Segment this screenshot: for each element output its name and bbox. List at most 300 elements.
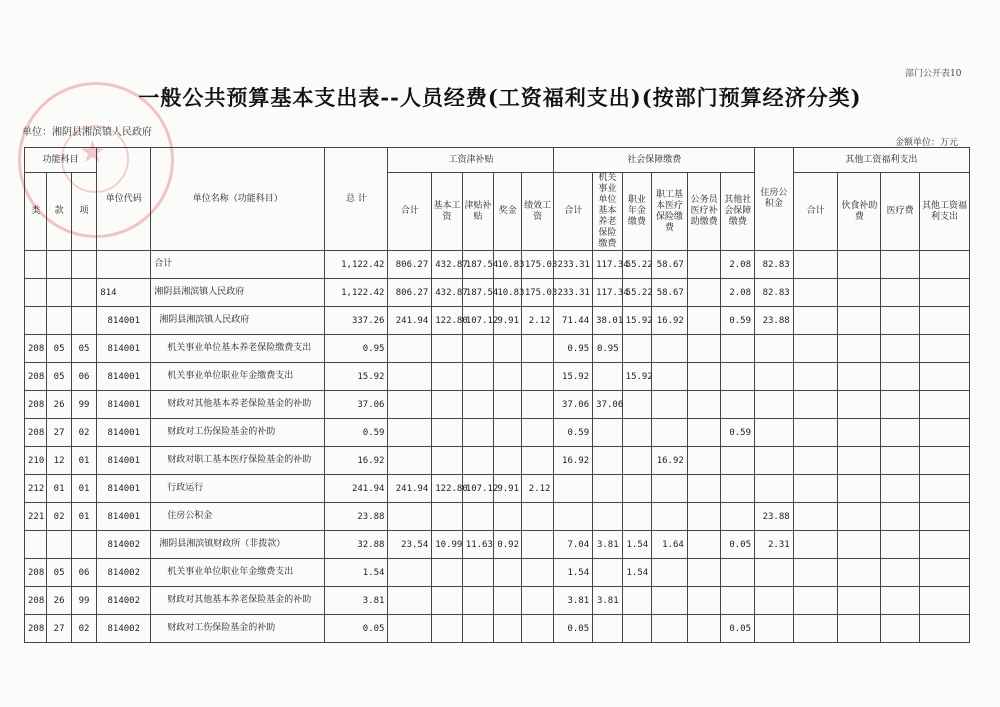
cell-housing (755, 363, 794, 391)
cell-performance (521, 587, 554, 615)
cell-housing: 82.83 (755, 279, 794, 307)
cell-lei: 208 (25, 335, 47, 363)
cell-other-subtotal (793, 419, 838, 447)
cell-wage-subtotal: 806.27 (388, 251, 432, 279)
cell-wage-subtotal (388, 503, 432, 531)
cell-bonus (494, 587, 521, 615)
cell-other-subtotal (793, 251, 838, 279)
cell-medical (652, 587, 688, 615)
cell-xiang (71, 251, 96, 279)
cell-wage-subtotal: 806.27 (388, 279, 432, 307)
cell-basic-wage (432, 615, 463, 643)
header-other-social: 其他社会保障缴费 (721, 173, 755, 251)
cell-annuity: 15.92 (622, 363, 652, 391)
cell-bonus (494, 419, 521, 447)
cell-medical-fee (881, 419, 920, 447)
cell-other-social: 0.05 (721, 615, 755, 643)
cell-allowance: 107.12 (462, 307, 494, 335)
cell-lei: 221 (25, 503, 47, 531)
cell-name: 湘阴县湘滨镇人民政府 (151, 307, 325, 335)
cell-other-subtotal (793, 475, 838, 503)
cell-total: 0.95 (325, 335, 388, 363)
cell-code: 814001 (97, 447, 151, 475)
cell-basic-wage (432, 419, 463, 447)
cell-lei: 208 (25, 419, 47, 447)
header-basic-wage: 基本工资 (432, 173, 463, 251)
cell-kuan: 26 (47, 391, 71, 419)
cell-wage-subtotal: 23.54 (388, 531, 432, 559)
cell-civil-medical (687, 587, 721, 615)
cell-xiang: 06 (71, 559, 96, 587)
cell-other-welfare (919, 475, 969, 503)
cell-code: 814001 (97, 307, 151, 335)
cell-xiang: 06 (71, 363, 96, 391)
cell-medical: 58.67 (652, 251, 688, 279)
cell-total: 1,122.42 (325, 279, 388, 307)
cell-meal (838, 615, 881, 643)
cell-basic-wage (432, 335, 463, 363)
cell-civil-medical (687, 475, 721, 503)
cell-kuan: 26 (47, 587, 71, 615)
cell-social-subtotal: 3.81 (554, 587, 593, 615)
cell-social-subtotal: 37.06 (554, 391, 593, 419)
cell-lei: 208 (25, 559, 47, 587)
page-title: 一般公共预算基本支出表--人员经费(工资福利支出)(按部门预算经济分类) (138, 85, 862, 110)
cell-code: 814002 (97, 615, 151, 643)
cell-civil-medical (687, 251, 721, 279)
amount-unit: 金额单位：万元 (895, 138, 959, 148)
table-row (25, 475, 970, 503)
cell-civil-medical (687, 531, 721, 559)
cell-total: 1.54 (325, 559, 388, 587)
cell-total: 0.05 (325, 615, 388, 643)
cell-wage-subtotal (388, 391, 432, 419)
cell-allowance (462, 559, 494, 587)
cell-lei: 208 (25, 615, 47, 643)
header-other-subtotal: 合计 (793, 173, 838, 251)
cell-kuan (47, 279, 71, 307)
cell-housing (755, 475, 794, 503)
cell-medical-fee (881, 335, 920, 363)
cell-social-subtotal: 16.92 (554, 447, 593, 475)
cell-medical (652, 559, 688, 587)
cell-code: 814001 (97, 363, 151, 391)
cell-other-welfare (919, 419, 969, 447)
cell-meal (838, 587, 881, 615)
cell-pension (593, 363, 623, 391)
cell-lei: 208 (25, 391, 47, 419)
cell-lei: 212 (25, 475, 47, 503)
cell-name: 行政运行 (151, 475, 325, 503)
expenditure-table (24, 147, 970, 643)
cell-wage-subtotal (388, 419, 432, 447)
cell-xiang: 99 (71, 391, 96, 419)
cell-other-subtotal (793, 279, 838, 307)
cell-pension: 117.34 (593, 251, 623, 279)
cell-civil-medical (687, 363, 721, 391)
cell-xiang: 01 (71, 447, 96, 475)
cell-wage-subtotal (388, 363, 432, 391)
cell-code: 814002 (97, 531, 151, 559)
cell-civil-medical (687, 447, 721, 475)
table-row (25, 419, 970, 447)
cell-performance (521, 335, 554, 363)
cell-basic-wage: 10.99 (432, 531, 463, 559)
cell-other-subtotal (793, 587, 838, 615)
cell-pension: 3.81 (593, 587, 623, 615)
cell-annuity (622, 615, 652, 643)
table-row (25, 447, 970, 475)
cell-name: 机关事业单位基本养老保险缴费支出 (151, 335, 325, 363)
cell-housing: 2.31 (755, 531, 794, 559)
cell-name: 财政对其他基本养老保险基金的补助 (151, 587, 325, 615)
cell-other-social (721, 503, 755, 531)
cell-other-subtotal (793, 363, 838, 391)
cell-pension (593, 475, 623, 503)
cell-name: 湘阴县湘滨镇财政所（非拨款） (151, 531, 325, 559)
header-wage-group: 工资津补贴 (388, 148, 554, 173)
cell-other-social: 2.08 (721, 251, 755, 279)
cell-basic-wage (432, 587, 463, 615)
cell-allowance (462, 503, 494, 531)
cell-annuity (622, 587, 652, 615)
cell-xiang (71, 307, 96, 335)
cell-annuity (622, 335, 652, 363)
cell-medical-fee (881, 307, 920, 335)
cell-housing (755, 335, 794, 363)
cell-kuan: 02 (47, 503, 71, 531)
header-unit-code: 单位代码 (97, 148, 151, 251)
cell-medical-fee (881, 251, 920, 279)
cell-xiang: 01 (71, 503, 96, 531)
table-row (25, 503, 970, 531)
header-lei: 类 (25, 173, 47, 251)
cell-code: 814 (97, 279, 151, 307)
cell-other-subtotal (793, 307, 838, 335)
cell-housing (755, 419, 794, 447)
cell-wage-subtotal: 241.94 (388, 475, 432, 503)
cell-basic-wage (432, 363, 463, 391)
cell-meal (838, 475, 881, 503)
cell-allowance (462, 447, 494, 475)
cell-other-social (721, 559, 755, 587)
cell-meal (838, 503, 881, 531)
form-code: 部门公开表10 (905, 69, 962, 79)
cell-name: 湘阴县湘滨镇人民政府 (151, 279, 325, 307)
cell-civil-medical (687, 615, 721, 643)
table-row (25, 251, 970, 279)
cell-performance (521, 447, 554, 475)
cell-total: 1,122.42 (325, 251, 388, 279)
cell-bonus (494, 363, 521, 391)
cell-code: 814001 (97, 503, 151, 531)
cell-wage-subtotal: 241.94 (388, 307, 432, 335)
cell-annuity (622, 475, 652, 503)
unit-label: 单位：湘阴县湘滨镇人民政府 (22, 127, 152, 138)
cell-bonus (494, 391, 521, 419)
cell-medical-fee (881, 615, 920, 643)
cell-basic-wage: 122.80 (432, 307, 463, 335)
header-annuity: 职业年金缴费 (622, 173, 652, 251)
cell-pension (593, 419, 623, 447)
cell-pension (593, 615, 623, 643)
cell-bonus (494, 559, 521, 587)
cell-xiang: 99 (71, 587, 96, 615)
header-wage-subtotal: 合计 (388, 173, 432, 251)
cell-kuan: 01 (47, 475, 71, 503)
cell-meal (838, 363, 881, 391)
cell-other-subtotal (793, 559, 838, 587)
cell-civil-medical (687, 503, 721, 531)
cell-medical (652, 363, 688, 391)
cell-meal (838, 251, 881, 279)
cell-pension (593, 447, 623, 475)
cell-medical: 1.64 (652, 531, 688, 559)
cell-kuan (47, 251, 71, 279)
cell-other-welfare (919, 559, 969, 587)
cell-housing: 23.88 (755, 503, 794, 531)
cell-annuity: 1.54 (622, 559, 652, 587)
table-row (25, 279, 970, 307)
table-row (25, 391, 970, 419)
header-unit-name: 单位名称（功能科目） (151, 148, 325, 251)
cell-basic-wage (432, 391, 463, 419)
cell-kuan: 27 (47, 419, 71, 447)
cell-performance (521, 531, 554, 559)
cell-pension (593, 503, 623, 531)
cell-annuity: 1.54 (622, 531, 652, 559)
cell-pension: 3.81 (593, 531, 623, 559)
cell-total: 23.88 (325, 503, 388, 531)
cell-annuity (622, 447, 652, 475)
cell-pension: 117.34 (593, 279, 623, 307)
table-row (25, 559, 970, 587)
cell-bonus (494, 615, 521, 643)
cell-medical (652, 419, 688, 447)
cell-annuity (622, 503, 652, 531)
cell-performance: 175.03 (521, 279, 554, 307)
cell-allowance (462, 363, 494, 391)
cell-meal (838, 307, 881, 335)
cell-other-social: 0.05 (721, 531, 755, 559)
cell-allowance: 107.12 (462, 475, 494, 503)
cell-performance: 2.12 (521, 475, 554, 503)
cell-code: 814001 (97, 419, 151, 447)
cell-medical: 58.67 (652, 279, 688, 307)
cell-name: 机关事业单位职业年金缴费支出 (151, 559, 325, 587)
header-pension: 机关事业单位基本养老保险缴费 (593, 173, 623, 251)
cell-xiang (71, 531, 96, 559)
cell-performance (521, 503, 554, 531)
header-total: 总 计 (325, 148, 388, 251)
cell-other-welfare (919, 391, 969, 419)
cell-other-social (721, 587, 755, 615)
header-social-subtotal: 合计 (554, 173, 593, 251)
cell-performance: 175.03 (521, 251, 554, 279)
header-allowance: 津贴补贴 (462, 173, 494, 251)
cell-other-welfare (919, 251, 969, 279)
cell-lei: 210 (25, 447, 47, 475)
cell-performance (521, 419, 554, 447)
cell-other-subtotal (793, 391, 838, 419)
header-civil-medical: 公务员医疗补助缴费 (687, 173, 721, 251)
cell-bonus: 9.91 (494, 307, 521, 335)
cell-other-subtotal (793, 447, 838, 475)
header-other-group: 其他工资福利支出 (793, 148, 969, 173)
cell-name: 合计 (151, 251, 325, 279)
cell-pension: 37.06 (593, 391, 623, 419)
table-row (25, 615, 970, 643)
table-row (25, 307, 970, 335)
cell-allowance: 187.54 (462, 279, 494, 307)
cell-housing: 23.88 (755, 307, 794, 335)
cell-civil-medical (687, 307, 721, 335)
header-performance: 绩效工资 (521, 173, 554, 251)
cell-performance (521, 363, 554, 391)
cell-other-subtotal (793, 615, 838, 643)
cell-kuan (47, 307, 71, 335)
cell-total: 3.81 (325, 587, 388, 615)
cell-wage-subtotal (388, 447, 432, 475)
cell-social-subtotal: 15.92 (554, 363, 593, 391)
cell-other-welfare (919, 307, 969, 335)
cell-allowance (462, 419, 494, 447)
cell-meal (838, 391, 881, 419)
header-func-subject: 功能科目 (25, 148, 97, 173)
cell-lei (25, 307, 47, 335)
cell-total: 16.92 (325, 447, 388, 475)
cell-other-welfare (919, 531, 969, 559)
cell-code: 814002 (97, 559, 151, 587)
cell-other-welfare (919, 447, 969, 475)
cell-social-subtotal: 0.05 (554, 615, 593, 643)
header-other-welfare: 其他工资福利支出 (919, 173, 969, 251)
cell-other-social (721, 363, 755, 391)
cell-other-welfare (919, 615, 969, 643)
cell-annuity: 55.22 (622, 279, 652, 307)
cell-wage-subtotal (388, 587, 432, 615)
cell-civil-medical (687, 391, 721, 419)
cell-name: 财政对工伤保险基金的补助 (151, 419, 325, 447)
cell-meal (838, 531, 881, 559)
cell-bonus: 9.91 (494, 475, 521, 503)
cell-other-welfare (919, 279, 969, 307)
cell-kuan: 27 (47, 615, 71, 643)
cell-social-subtotal (554, 475, 593, 503)
header-kuan: 款 (47, 173, 71, 251)
cell-kuan: 12 (47, 447, 71, 475)
cell-other-social (721, 335, 755, 363)
cell-meal (838, 335, 881, 363)
cell-basic-wage (432, 447, 463, 475)
cell-allowance (462, 615, 494, 643)
header-medical-fee: 医疗费 (881, 173, 920, 251)
header-social-group: 社会保障缴费 (554, 148, 755, 173)
header-bonus: 奖金 (494, 173, 521, 251)
cell-allowance: 11.63 (462, 531, 494, 559)
header-medical: 职工基本医疗保险缴费 (652, 173, 688, 251)
cell-allowance (462, 335, 494, 363)
cell-medical-fee (881, 279, 920, 307)
cell-social-subtotal: 0.59 (554, 419, 593, 447)
cell-medical (652, 475, 688, 503)
cell-name: 财政对工伤保险基金的补助 (151, 615, 325, 643)
cell-housing: 82.83 (755, 251, 794, 279)
cell-other-welfare (919, 503, 969, 531)
cell-civil-medical (687, 279, 721, 307)
cell-other-social: 0.59 (721, 419, 755, 447)
cell-social-subtotal (554, 503, 593, 531)
cell-medical-fee (881, 391, 920, 419)
cell-name: 住房公积金 (151, 503, 325, 531)
cell-medical (652, 615, 688, 643)
cell-xiang: 01 (71, 475, 96, 503)
cell-bonus: 0.92 (494, 531, 521, 559)
cell-housing (755, 559, 794, 587)
cell-bonus: 10.83 (494, 251, 521, 279)
cell-other-social: 0.59 (721, 307, 755, 335)
cell-housing (755, 447, 794, 475)
cell-total: 32.88 (325, 531, 388, 559)
cell-medical: 16.92 (652, 307, 688, 335)
header-housing: 住房公积金 (755, 148, 794, 251)
cell-civil-medical (687, 559, 721, 587)
cell-performance (521, 391, 554, 419)
cell-other-subtotal (793, 531, 838, 559)
cell-wage-subtotal (388, 559, 432, 587)
table-body (25, 251, 970, 643)
cell-total: 37.06 (325, 391, 388, 419)
cell-housing (755, 615, 794, 643)
cell-lei (25, 279, 47, 307)
cell-annuity (622, 419, 652, 447)
cell-name: 财政对其他基本养老保险基金的补助 (151, 391, 325, 419)
cell-other-social (721, 475, 755, 503)
cell-total: 0.59 (325, 419, 388, 447)
cell-meal (838, 559, 881, 587)
cell-social-subtotal: 7.04 (554, 531, 593, 559)
cell-allowance: 187.54 (462, 251, 494, 279)
cell-allowance (462, 587, 494, 615)
cell-housing (755, 391, 794, 419)
cell-medical (652, 391, 688, 419)
cell-annuity (622, 391, 652, 419)
cell-other-subtotal (793, 503, 838, 531)
cell-medical-fee (881, 503, 920, 531)
cell-code: 814001 (97, 391, 151, 419)
cell-other-welfare (919, 363, 969, 391)
table-row (25, 363, 970, 391)
cell-basic-wage (432, 559, 463, 587)
cell-social-subtotal: 233.31 (554, 251, 593, 279)
cell-medical (652, 335, 688, 363)
cell-pension (593, 559, 623, 587)
cell-bonus (494, 447, 521, 475)
cell-performance (521, 615, 554, 643)
cell-wage-subtotal (388, 335, 432, 363)
cell-xiang: 05 (71, 335, 96, 363)
cell-kuan (47, 531, 71, 559)
cell-xiang: 02 (71, 615, 96, 643)
header-meal: 伙食补助费 (838, 173, 881, 251)
cell-lei (25, 531, 47, 559)
cell-code (97, 251, 151, 279)
cell-other-welfare (919, 335, 969, 363)
cell-medical-fee (881, 447, 920, 475)
cell-social-subtotal: 0.95 (554, 335, 593, 363)
seal-star-icon: ★ (79, 135, 106, 170)
cell-medical-fee (881, 587, 920, 615)
